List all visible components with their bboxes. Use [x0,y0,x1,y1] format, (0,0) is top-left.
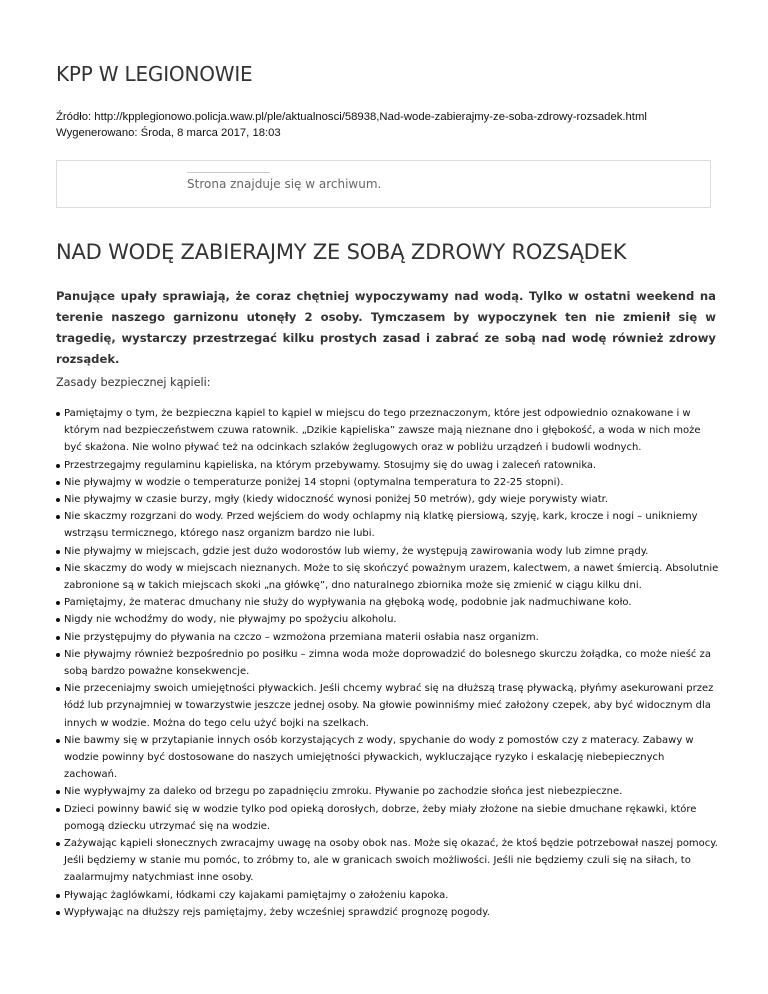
bullet-icon [56,618,60,622]
rule-text: Nie pływajmy w wodzie o temperaturze poniżej 14 stopni (optymalna temperatura to 22-25 stopni). [64,476,564,488]
bullet-icon [56,739,60,743]
archive-notice-box [56,160,711,208]
list-item [64,594,719,611]
list-item [64,732,719,784]
bullet-icon [56,894,60,898]
archive-notice: Strona znajduje się w archiwum. [187,177,382,191]
list-item [64,783,719,800]
article-title: NAD WODĘ ZABIERAJMY ZE SOBĄ ZDROWY ROZSĄDEK [56,240,627,264]
list-item [64,611,719,628]
list-item [64,904,719,921]
list-item [64,835,719,887]
list-item [64,508,719,542]
bullet-icon [56,653,60,657]
list-item [64,543,719,560]
bullet-icon [56,550,60,554]
rules-list [64,405,719,921]
bullet-icon [56,808,60,812]
bullet-icon [56,687,60,691]
list-item [64,560,719,594]
rule-text: Przestrzegajmy regulaminu kąpieliska, na którym przebywamy. Stosujmy się do uwag i zaleceń ratownika. [64,459,597,471]
rule-text: Pamiętajmy, że materac dmuchany nie służy do wypływania na głęboką wodę, podobnie jak nadmuchiwane koło. [64,597,632,609]
rule-text: Nie przystępujmy do pływania na czczo – wzmożona przemiana materii osłabia nasz organizm. [64,631,539,643]
source-line: Źródło: http://kpplegionowo.policja.waw.pl/ple/aktualnosci/58938,Nad-wode-zabierajmy-ze-soba-zdrowy-rozsadek.html [56,111,647,123]
rule-text: Pamiętajmy o tym, że bezpieczna kąpiel to kąpiel w miejscu do tego przeznaczonym, które jest odpowiednio oznakowane i w którym nad bezpieczeństwem czuwa ratownik. „Dzikie kąpieliska” zawsze mają nieznane dno i głębokość, a woda w nich może być skażona. Nie wolno pływać też na odcinkach szlaków żeglugowych oraz w pobliżu urządzeń i budowli wodnych. [64,408,701,454]
list-item [64,887,719,904]
bullet-icon [56,498,60,502]
list-item [64,646,719,680]
list-item [64,405,719,457]
list-item [64,491,719,508]
rule-text: Nie pływajmy również bezpośrednio po posiłku – zimna woda może doprowadzić do bolesnego skurczu żołądka, co może nieść za sobą bardzo poważne konsekwencje. [64,648,711,678]
bullet-icon [56,464,60,468]
article-lead: Panujące upały sprawiają, że coraz chętniej wypoczywamy nad wodą. Tylko w ostatni weekend na terenie naszego garnizonu utonęły 2 osoby. Tymczasem by wypoczynek ten nie zmienił się w tragedię, wystarczy przestrzegać kilku prostych zasad i zabrać ze sobą nad wodę również zdrowy rozsądek. [56,289,716,366]
bullet-icon [56,911,60,915]
bullet-icon [56,842,60,846]
list-item [64,801,719,835]
rule-text: Nie skaczmy rozgrzani do wody. Przed wejściem do wody ochlapmy nią klatkę piersiową, szyję, kark, krocze i nogi – unikniemy wstrząsu termicznego, którego nasz organizm bardzo nie lubi. [64,511,698,540]
bullet-icon [56,601,60,605]
rule-text: Zażywając kąpieli słonecznych zwracajmy uwagę na osoby obok nas. Może się okazać, że ktoś będzie potrzebował naszej pomocy. Jeśli będziemy w stanie mu pomóc, to zróbmy to, ale w granicach swoich możliwości. Jeśli nie będziemy czuli się na siłach, to zaalarmujmy natychmiast inne osoby. [64,838,718,884]
rules-heading: Zasady bezpiecznej kąpieli: [56,376,211,389]
bullet-icon [56,481,60,485]
rule-text: Nie pływajmy w miejscach, gdzie jest dużo wodorostów lub wiemy, że występują zawirowania wody lub zimne prądy. [64,545,649,557]
site-title: KPP W LEGIONOWIE [56,62,253,86]
document-meta [56,109,726,141]
list-item [64,629,719,646]
bullet-icon [56,567,60,571]
rule-text: Pływając żaglówkami, łódkami czy kajakami pamiętajmy o założeniu kapoka. [64,889,449,901]
rule-text: Nie bawmy się w przytapianie innych osób korzystających z wody, spychanie do wody z pomostów czy z materacy. Zabawy w wodzie powinny być dostosowane do naszych umiejętności pływackich, wykluczające ryzyko i eskalację niebepiecznych zachowań. [64,734,694,781]
archive-divider [187,172,270,173]
bullet-icon [56,412,60,416]
generated-line: Wygenerowano: Środa, 8 marca 2017, 18:03 [56,127,281,139]
list-item [64,680,719,732]
bullet-icon [56,790,60,794]
rule-text: Nie skaczmy do wody w miejscach nieznanych. Może to się skończyć poważnym urazem, kalectwem, a nawet śmiercią. Absolutnie zabronione są w takich miejscach skoki „na główkę”, dno naturalnego zbiornika może się zmienić w ciągu kilku dni. [64,562,719,592]
rule-text: Dzieci powinny bawić się w wodzie tylko pod opieką dorosłych, dobrze, żeby miały złożone na siebie dmuchane rękawki, które pomogą dziecku utrzymać się na wodzie. [64,803,697,832]
list-item [64,474,719,491]
rule-text: Nie pływajmy w czasie burzy, mgły (kiedy widoczność wynosi poniżej 50 metrów), gdy wieje porywisty wiatr. [64,494,608,506]
rule-text: Nie przeceniajmy swoich umiejętności pływackich. Jeśli chcemy wybrać się na dłuższą trasę pływacką, płyńmy asekurowani przez łódź lub przynajmniej w towarzystwie jeszcze jednej osoby. Na głowie powinniśmy mieć założony czepek, aby być widocznym dla innych w wodzie. Można do tego celu użyć bojki na szelkach. [64,683,714,729]
list-item [64,457,719,474]
rule-text: Nigdy nie wchodźmy do wody, nie pływajmy po spożyciu alkoholu. [64,614,397,626]
bullet-icon [56,515,60,519]
bullet-icon [56,636,60,640]
rule-text: Wypływając na dłuższy rejs pamiętajmy, żeby wcześniej sprawdzić prognozę pogody. [64,906,490,918]
rule-text: Nie wypływajmy za daleko od brzegu po zapadnięciu zmroku. Pływanie po zachodzie słońca jest niebezpieczne. [64,786,623,798]
